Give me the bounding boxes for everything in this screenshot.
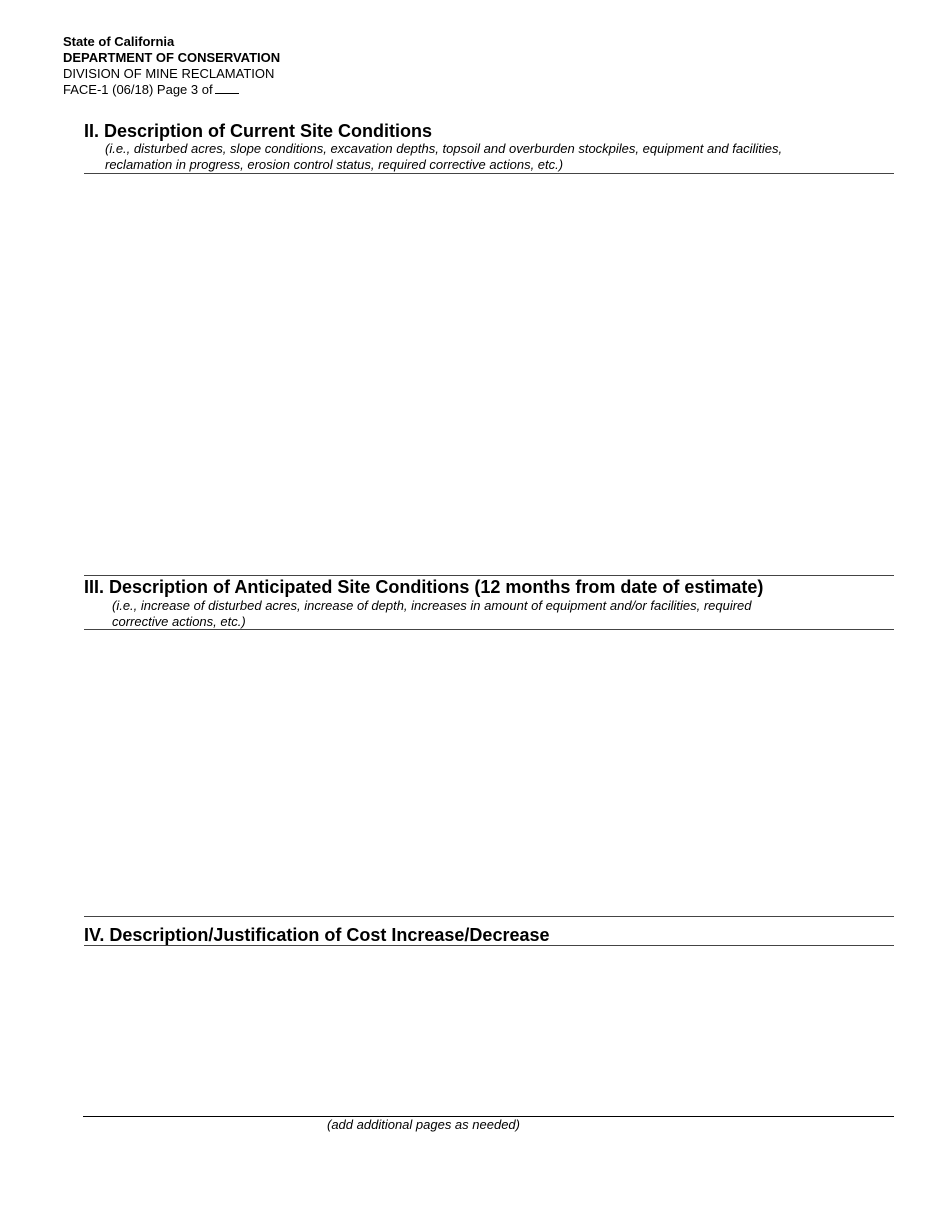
anticipated-conditions-text-area[interactable] bbox=[84, 630, 894, 916]
justification-text-area[interactable] bbox=[84, 946, 894, 1116]
section-current-hint-2: reclamation in progress, erosion control status, required corrective actions, etc.) bbox=[105, 157, 564, 172]
current-conditions-text-area[interactable] bbox=[84, 174, 894, 575]
department-label: DEPARTMENT OF CONSERVATION bbox=[63, 50, 281, 65]
section-current-hint-1: (i.e., disturbed acres, slope conditions, excavation depths, topsoil and overburden stockpiles, equipment and facilities, bbox=[105, 141, 783, 156]
total-pages-field[interactable] bbox=[215, 83, 239, 94]
form-number-label: FACE-1 (06/18) Page 3 of bbox=[63, 82, 213, 97]
section-anticipated-top-rule bbox=[84, 575, 894, 576]
section-anticipated-title: III. Description of Anticipated Site Conditions (12 months from date of estimate) bbox=[84, 577, 764, 597]
section-anticipated-hint-1: (i.e., increase of disturbed acres, increase of depth, increases in amount of equipment and/or facilities, required bbox=[112, 598, 752, 613]
division-label: DIVISION OF MINE RECLAMATION bbox=[63, 66, 275, 81]
section-justification-top-rule bbox=[84, 916, 894, 917]
state-label: State of California bbox=[63, 34, 175, 49]
form-header bbox=[63, 34, 280, 98]
form-number-line bbox=[63, 82, 280, 98]
section-current-title: II. Description of Current Site Conditions bbox=[84, 121, 433, 141]
section-anticipated-hint-2: corrective actions, etc.) bbox=[112, 614, 246, 629]
additional-pages-note: (add additional pages as needed) bbox=[327, 1117, 520, 1132]
section-justification-title: IV. Description/Justification of Cost Increase/Decrease bbox=[84, 925, 550, 945]
